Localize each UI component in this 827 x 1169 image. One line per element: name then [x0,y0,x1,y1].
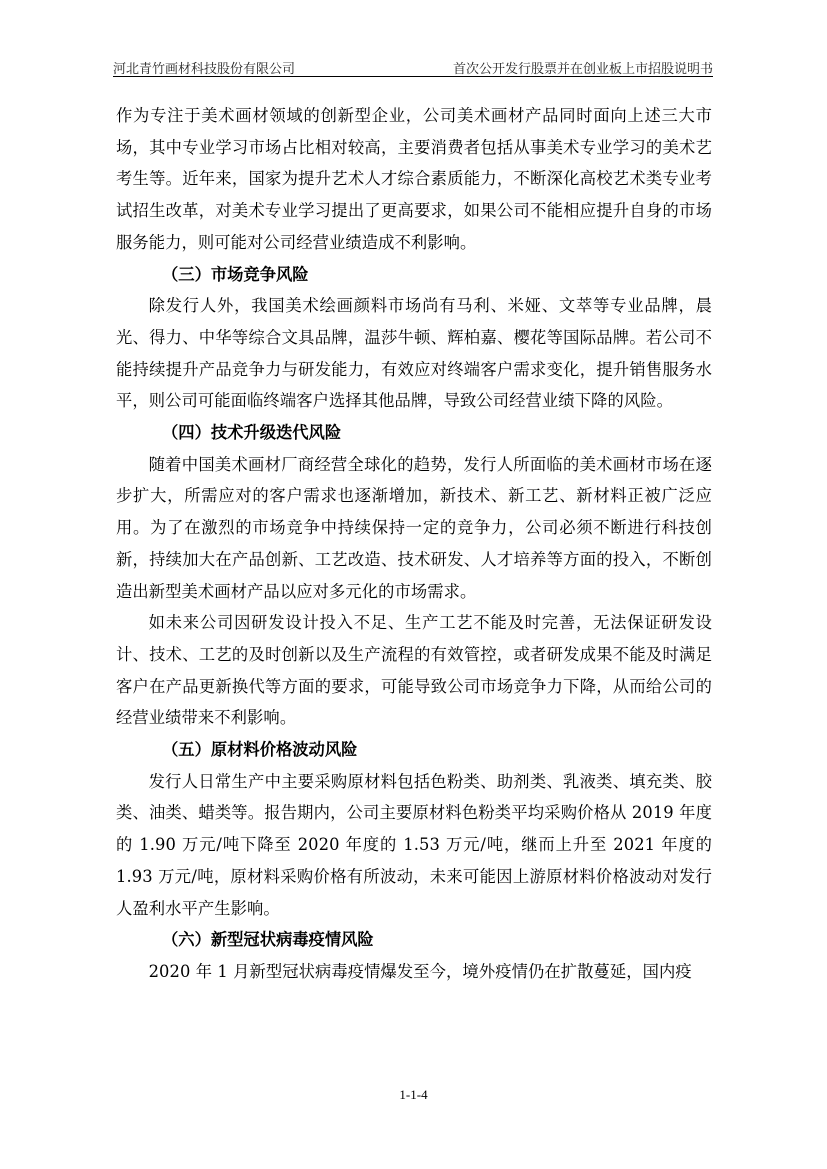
paragraph-tech-iteration-2: 如未来公司因研发设计投入不足、生产工艺不能及时完善，无法保证研发设计、技术、工艺的及时创新以及生产流程的有效管控，或者研发成果不能及时满足客户在产品更新换代等方面的要求，可能导致公司市场竞争力下降，从而给公司的经营业绩带来不利影响。 [116,613,712,728]
header-company: 河北青竹画材科技股份有限公司 [113,62,296,77]
header-rule [113,76,713,77]
page-number: 1-1-4 [399,1087,428,1102]
section-heading-tech-iteration: （四）技术升级迭代风险 [162,423,342,443]
page-content [116,100,712,988]
paragraph-market-continuation: 作为专注于美术画材领域的创新型企业，公司美术画材产品同时面向上述三大市场，其中专业学习市场占比相对较高，主要消费者包括从事美术专业学习的美术艺考生等。近年来，国家为提升艺术人才综合素质能力，不断深化高校艺术类专业考试招生改革，对美术专业学习提出了更高要求，如果公司不能相应提升自身的市场服务能力，则可能对公司经营业绩造成不利影响。 [116,106,712,252]
header-doc-title: 首次公开发行股票并在创业板上市招股说明书 [452,62,713,77]
section-heading-raw-material: （五）原材料价格波动风险 [162,740,358,760]
section-heading-covid: （六）新型冠状病毒疫情风险 [162,930,374,950]
section-heading-market-competition: （三）市场竞争风险 [162,264,309,284]
paragraph-tech-iteration-1: 随着中国美术画材厂商经营全球化的趋势，发行人所面临的美术画材市场在逐步扩大，所需应对的客户需求也逐渐增加，新技术、新工艺、新材料正被广泛应用。为了在激烈的市场竞争中持续保持一定的竞争力，公司必须不断进行科技创新，持续加大在产品创新、工艺改造、技术研发、人才培养等方面的投入，不断创造出新型美术画材产品以应对多元化的市场需求。 [116,454,712,601]
paragraph-covid: 2020 年 1 月新型冠状病毒疫情爆发至今，境外疫情仍在扩散蔓延，国内疫 [148,961,692,981]
paragraph-market-competition: 除发行人外，我国美术绘画颜料市场尚有马利、米娅、文萃等专业品牌，晨光、得力、中华等综合文具品牌，温莎牛顿、辉柏嘉、樱花等国际品牌。若公司不能持续提升产品竞争力与研发能力，有效应对终端客户需求变化，提升销售服务水平，则公司可能面临终端客户选择其他品牌，导致公司经营业绩下降的风险。 [116,296,712,411]
paragraph-raw-material: 发行人日常生产中主要采购原材料包括色粉类、助剂类、乳液类、填充类、胶类、油类、蜡类等。报告期内，公司主要原材料色粉类平均采购价格从 2019 年度的 1.90 万元/吨下降至 2020 年度的 1.53 万元/吨，继而上升至 2021 年度的 1.93 万元/吨，原材料采购价格有所波动，未来可能因上游原材料价格波动对发行人盈利水平产生影响。 [116,771,712,918]
